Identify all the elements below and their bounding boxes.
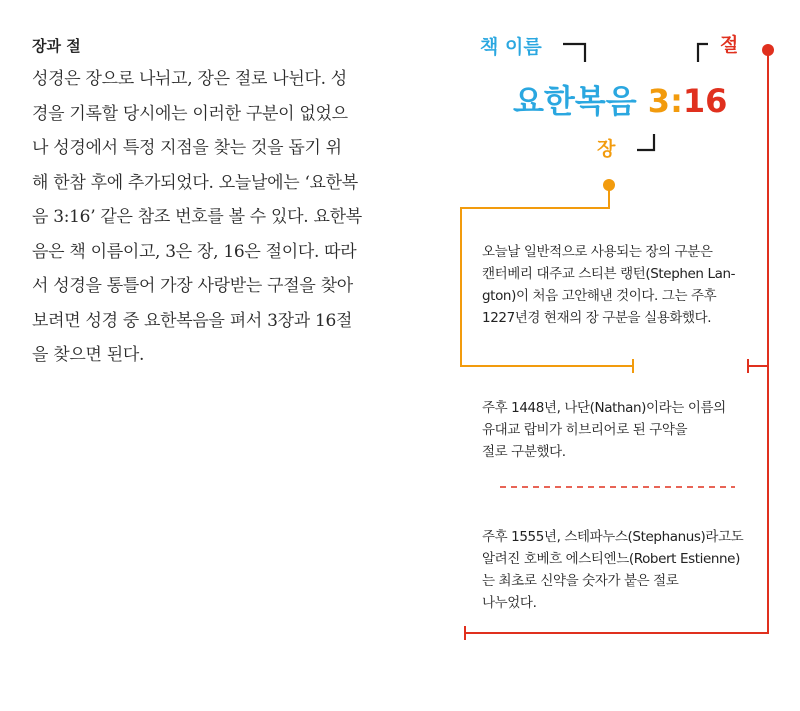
verse-label: 절 [720, 34, 739, 56]
note-line: gton)이 처음 고안해낸 것이다. 그는 주후 [482, 288, 717, 304]
note-line: 는 최초로 신약을 숫자가 붙은 절로 [482, 573, 679, 589]
reference-verse: 16 [682, 82, 728, 120]
body-line: 음 3:16’ 같은 참조 번호를 볼 수 있다. 요한복 [32, 207, 362, 227]
note-line: 주후 1555년, 스테파누스(Stephanus)라고도 [482, 529, 744, 545]
reference-chapter: 3 [647, 82, 671, 120]
chapter-label: 장 [597, 138, 616, 160]
note-line: 유대교 랍비가 히브리어로 된 구약을 [482, 422, 688, 438]
old-testament-verse-note [482, 397, 726, 463]
chapter-history-note [482, 241, 735, 329]
reference-book: 요한복음 [513, 82, 637, 120]
body-line: 해 한참 후에 추가되었다. 오늘날에는 ‘요한복 [32, 172, 358, 193]
note-line: 나누었다. [482, 595, 537, 611]
reference-colon: : [670, 82, 683, 120]
note-line: 1227년경 현재의 장 구분을 실용화했다. [482, 310, 712, 326]
note-line: 절로 구분했다. [482, 444, 566, 460]
body-line: 보려면 성경 중 요한복음을 펴서 3장과 16절 [32, 310, 353, 331]
chapter-bracket [637, 134, 654, 150]
body-line: 을 찾으면 된다. [32, 345, 145, 365]
body-line: 나 성경에서 특정 지점을 찾는 것을 돕기 위 [32, 138, 342, 158]
body-line: 서 성경을 통틀어 가장 사랑받는 구절을 찾아 [32, 276, 353, 296]
note-line: 알려진 호베흐 에스티엔느(Robert Estienne) [482, 551, 740, 567]
bible-reference [513, 76, 727, 122]
body-line: 음은 책 이름이고, 3은 장, 16은 절이다. 따라 [32, 241, 357, 262]
note-line: 오늘날 일반적으로 사용되는 장의 구분은 [482, 244, 713, 260]
section-title: 장과 절 [32, 37, 81, 55]
note-line: 주후 1448년, 나단(Nathan)이라는 이름의 [482, 400, 726, 416]
verse-bracket [698, 44, 708, 62]
body-line: 경을 기록할 당시에는 이러한 구분이 없었으 [32, 103, 348, 124]
new-testament-verse-note [482, 526, 743, 614]
body-line: 성경은 장으로 나뉘고, 장은 절로 나뉜다. 성 [32, 69, 347, 89]
note-line: 캔터베리 대주교 스티븐 랭턴(Stephen Lan- [482, 266, 736, 282]
book-name-label: 책 이름 [480, 36, 542, 58]
book-bracket [563, 44, 585, 62]
